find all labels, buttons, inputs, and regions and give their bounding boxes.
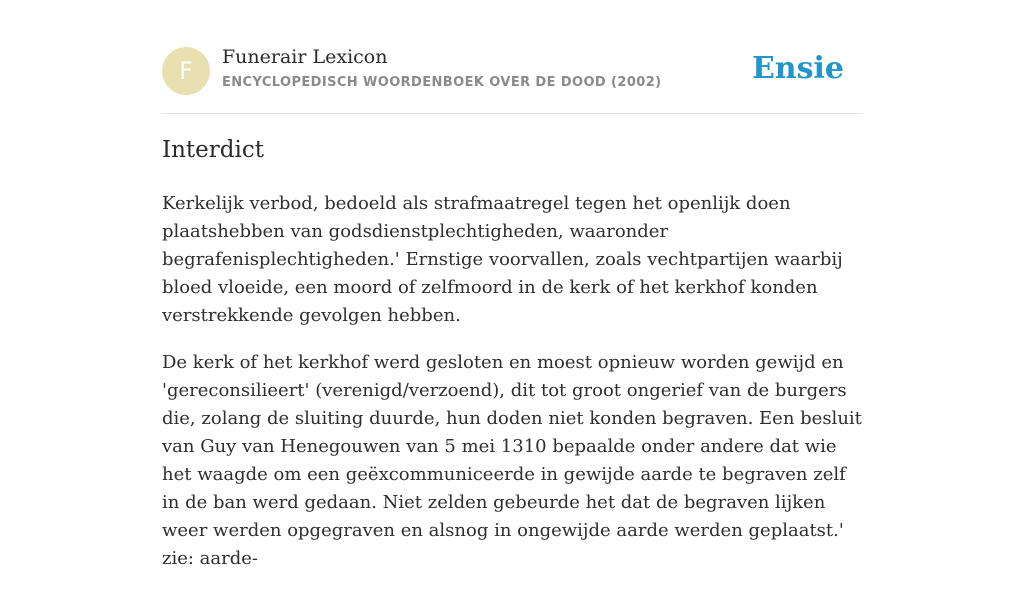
lexicon-title[interactable]: Funerair Lexicon xyxy=(222,46,388,68)
header xyxy=(162,46,862,96)
entry-paragraph: Kerkelijk verbod, bedoeld als strafmaatregel tegen het openlijk doen plaatshebben van godsdienstplechtigheden, waaronder begrafenisplechtigheden.' Ernstige voorvallen, zoals vechtpartijen waarbij bloed vloeide, een moord of zelfmoord in de kerk of het kerkhof konden verstrekkende gevolgen hebben. xyxy=(162,193,843,326)
divider xyxy=(162,113,862,114)
avatar[interactable]: F xyxy=(162,47,210,95)
brand-logo[interactable]: Ensie xyxy=(751,51,844,86)
entry-content xyxy=(162,190,867,592)
entry-title: Interdict xyxy=(162,137,264,163)
lexicon-subtitle: ENCYCLOPEDISCH WOORDENBOEK OVER DE DOOD (2002) xyxy=(222,75,662,90)
entry-paragraph: De kerk of het kerkhof werd gesloten en moest opnieuw worden gewijd en 'gereconsilieert' (verenigd/verzoend), dit tot groot ongerief van de burgers die, zolang de sluiting duurde, hun doden niet konden begraven. Een besluit van Guy van Henegouwen van 5 mei 1310 bepaalde onder andere dat wie het waagde om een geëxcommuniceerde in gewijde aarde te begraven zelf in de ban werd gedaan. Niet zelden gebeurde het dat de begraven lijken weer werden opgegraven en alsnog in ongewijde aarde werden geplaatst.' zie: aarde- xyxy=(162,352,862,569)
